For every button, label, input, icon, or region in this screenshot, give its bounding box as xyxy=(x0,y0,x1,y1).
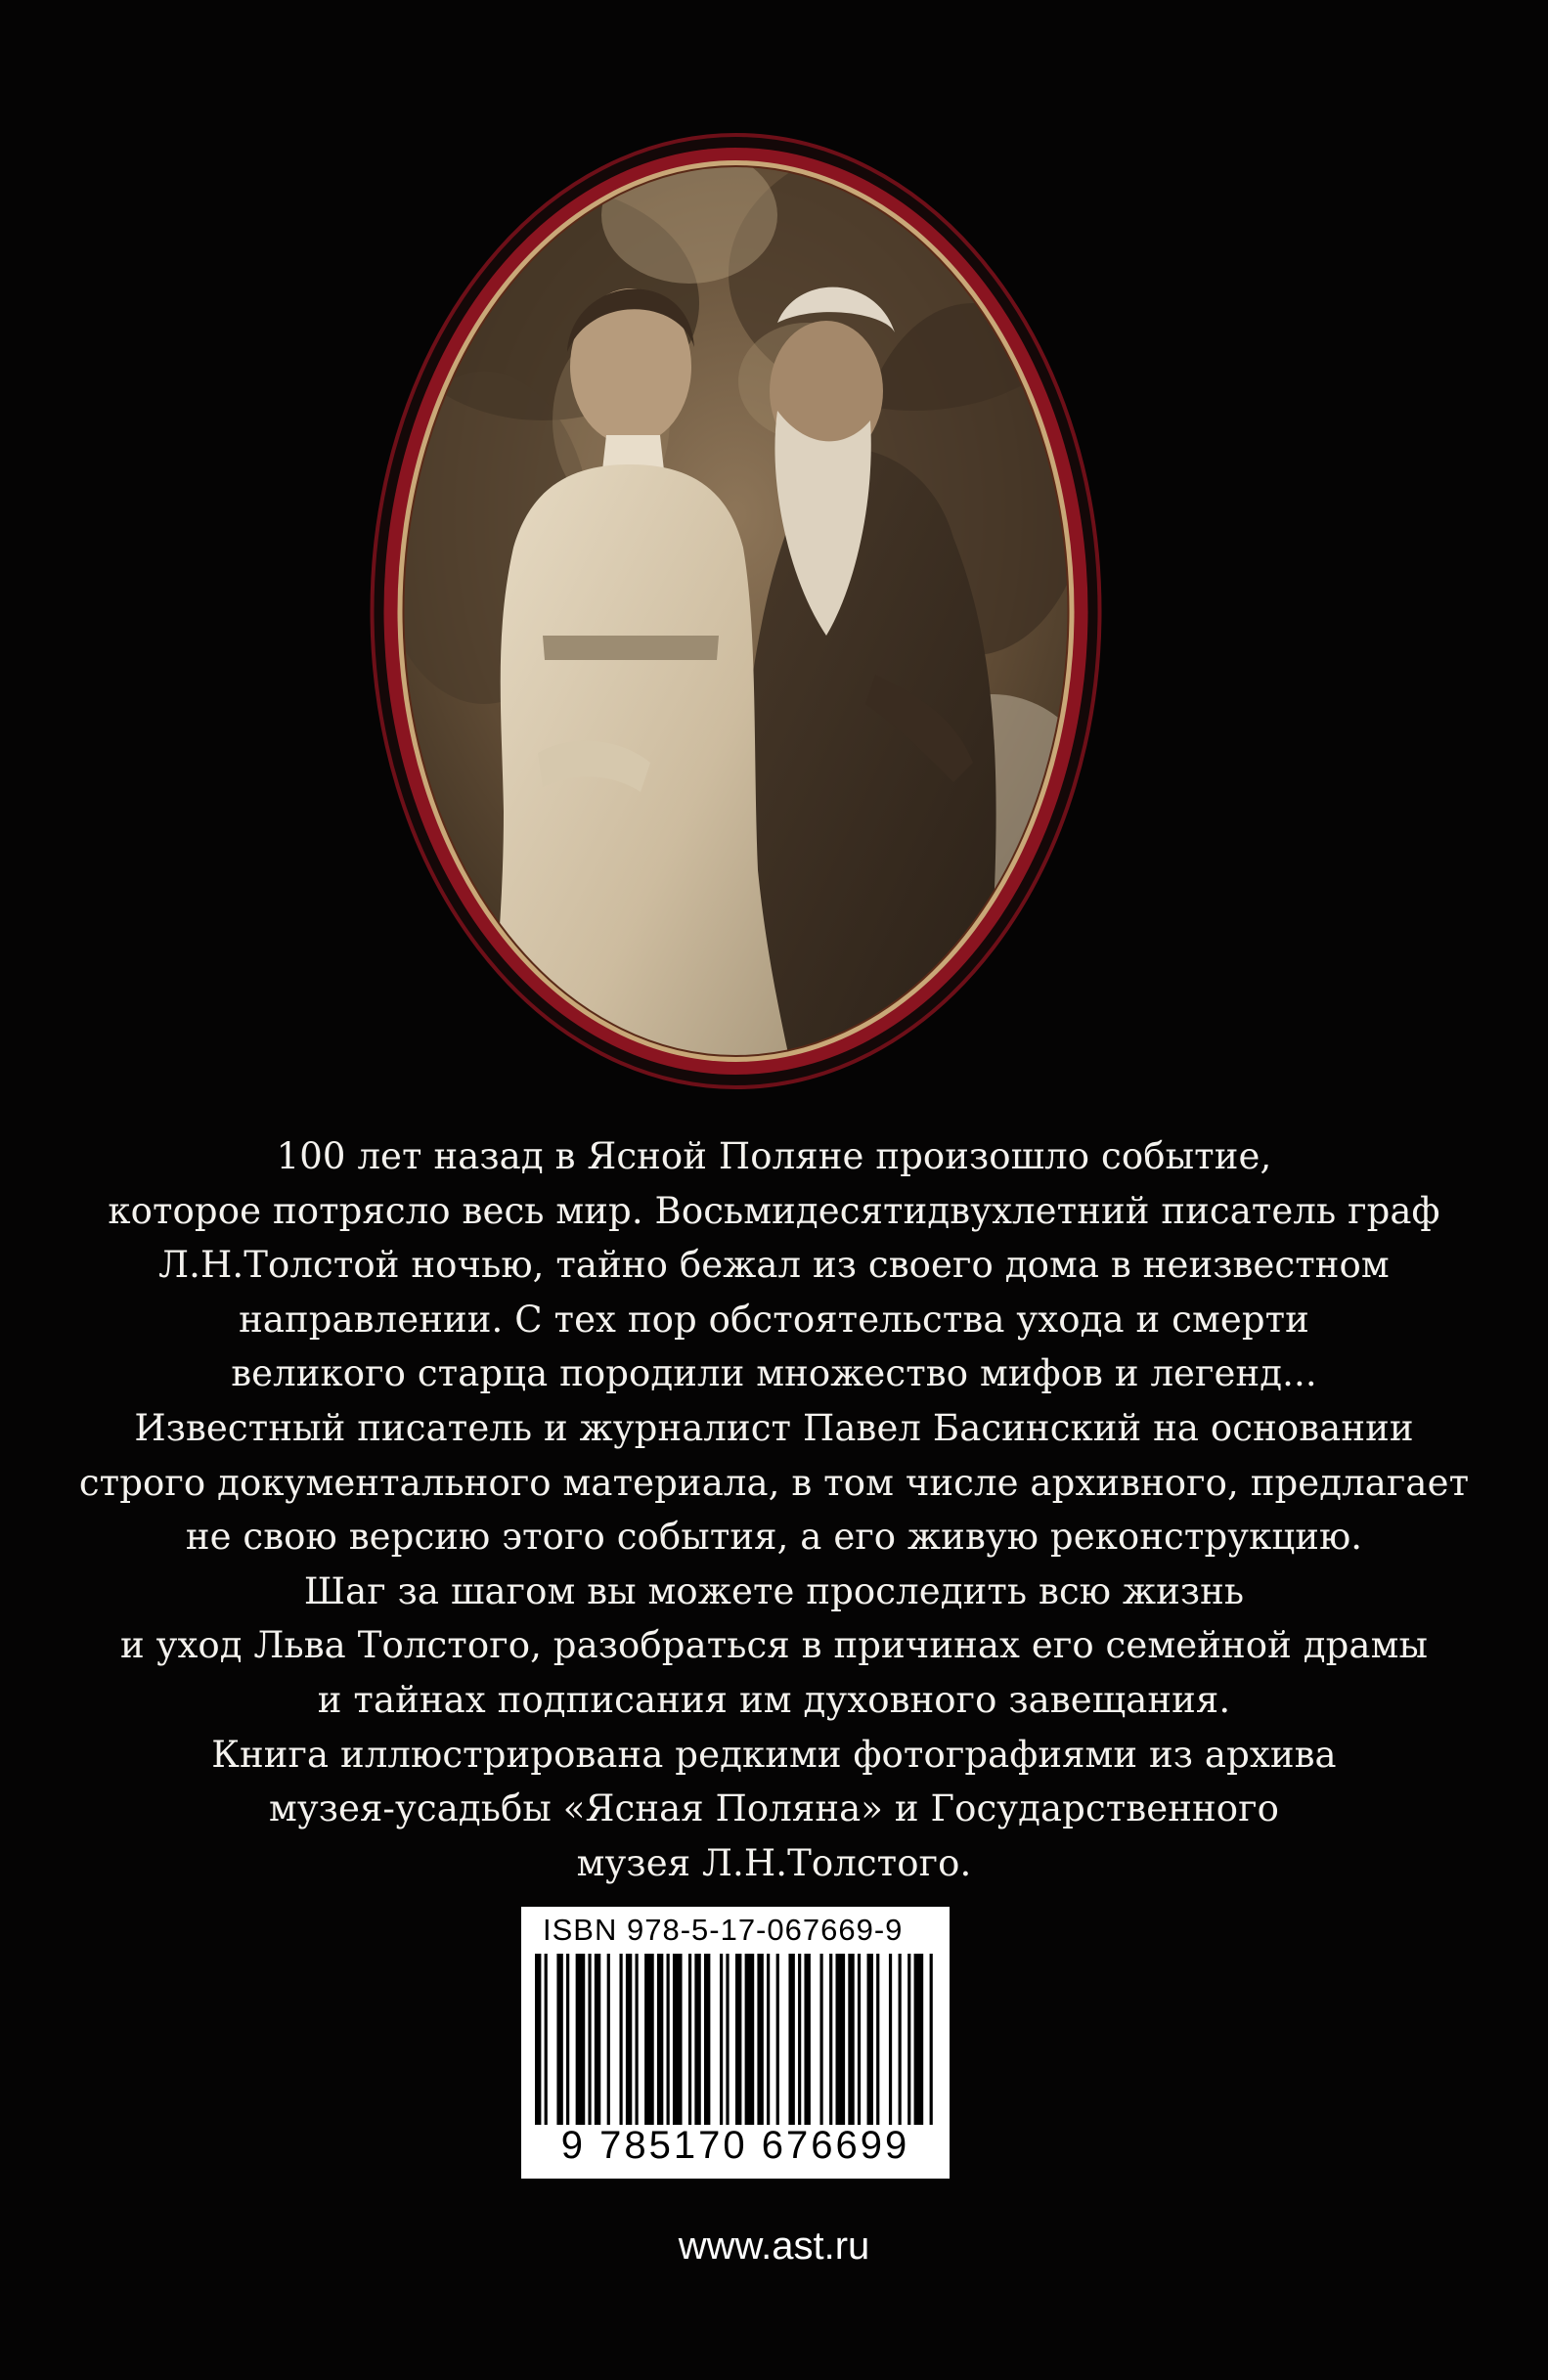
barcode-bar xyxy=(720,1954,723,2125)
barcode-bar xyxy=(848,1954,854,2125)
barcode-digits: 9 785170 676699 xyxy=(560,2124,910,2167)
description-line: великого старца породили множество мифов и легенд... xyxy=(231,1352,1317,1395)
barcode-bar xyxy=(704,1954,710,2125)
barcode-bar xyxy=(836,1954,846,2125)
description-line: музея-усадьбы «Ясная Поляна» и Государственного xyxy=(268,1787,1280,1830)
publisher-website[interactable]: www.ast.ru xyxy=(678,2225,870,2268)
barcode-bar xyxy=(829,1954,832,2125)
barcode-bar xyxy=(588,1954,591,2125)
barcode-bar xyxy=(595,1954,600,2125)
oval-portrait-photo xyxy=(367,127,1105,1095)
barcode-bar xyxy=(644,1954,654,2125)
barcode-bar xyxy=(735,1954,741,2125)
barcode-bar xyxy=(745,1954,755,2125)
description-line: Л.Н.Толстой ночью, тайно бежал из своего дома в неизвестном xyxy=(158,1244,1390,1287)
barcode-bar xyxy=(907,1954,910,2125)
barcode-bar xyxy=(757,1954,763,2125)
book-description xyxy=(78,1129,1470,1890)
description-line: которое потрясло весь мир. Восьмидесятидвухлетний писатель граф xyxy=(108,1189,1440,1232)
description-line: музея Л.Н.Толстого. xyxy=(576,1841,972,1884)
barcode-bar xyxy=(673,1954,683,2125)
barcode-bar xyxy=(688,1954,691,2125)
barcode-bar xyxy=(726,1954,729,2125)
barcode-bar xyxy=(767,1954,770,2125)
description-line: и тайнах подписания им духовного завещания. xyxy=(317,1678,1231,1721)
barcode-bar xyxy=(667,1954,670,2125)
barcode-bar xyxy=(694,1954,700,2125)
barcode-bar xyxy=(930,1954,933,2125)
description-line: Известный писатель и журналист Павел Басинский на основании xyxy=(134,1406,1414,1449)
isbn-barcode xyxy=(521,1907,950,2179)
barcode-bar xyxy=(819,1954,822,2125)
barcode-bar xyxy=(776,1954,779,2125)
barcode-bar xyxy=(858,1954,861,2125)
barcode-bar xyxy=(867,1954,873,2125)
description-line: направлении. С тех пор обстоятельства ухода и смерти xyxy=(239,1298,1309,1341)
description-line: Шаг за шагом вы можете проследить всю жизнь xyxy=(303,1569,1245,1612)
barcode-bar xyxy=(607,1954,610,2125)
barcode-bars xyxy=(535,1954,936,2125)
barcode-bar xyxy=(914,1954,924,2125)
isbn-label: ISBN 978-5-17-067669-9 xyxy=(543,1913,904,1947)
barcode-bar xyxy=(657,1954,663,2125)
barcode-bar xyxy=(889,1954,892,2125)
barcode-bar xyxy=(619,1954,622,2125)
barcode-bar xyxy=(576,1954,586,2125)
description-line: Книга иллюстрирована редкими фотографиями из архива xyxy=(211,1733,1337,1776)
barcode-bar xyxy=(556,1954,562,2125)
description-line: строго документального материала, в том числе архивного, предлагает xyxy=(78,1461,1470,1504)
barcode-bar xyxy=(626,1954,632,2125)
barcode-bar xyxy=(798,1954,801,2125)
barcode-bar xyxy=(545,1954,548,2125)
barcode-bar xyxy=(876,1954,879,2125)
description-line: и уход Льва Толстого, разобраться в причинах его семейной драмы xyxy=(119,1624,1429,1667)
barcode-bar xyxy=(566,1954,569,2125)
barcode-bar xyxy=(788,1954,794,2125)
barcode-bar xyxy=(804,1954,810,2125)
barcode-bar xyxy=(636,1954,639,2125)
barcode-bar xyxy=(899,1954,902,2125)
barcode-bar xyxy=(535,1954,541,2125)
description-line: 100 лет назад в Ясной Поляне произошло событие, xyxy=(276,1135,1272,1177)
description-line: не свою версию этого события, а его живую реконструкцию. xyxy=(185,1516,1363,1559)
